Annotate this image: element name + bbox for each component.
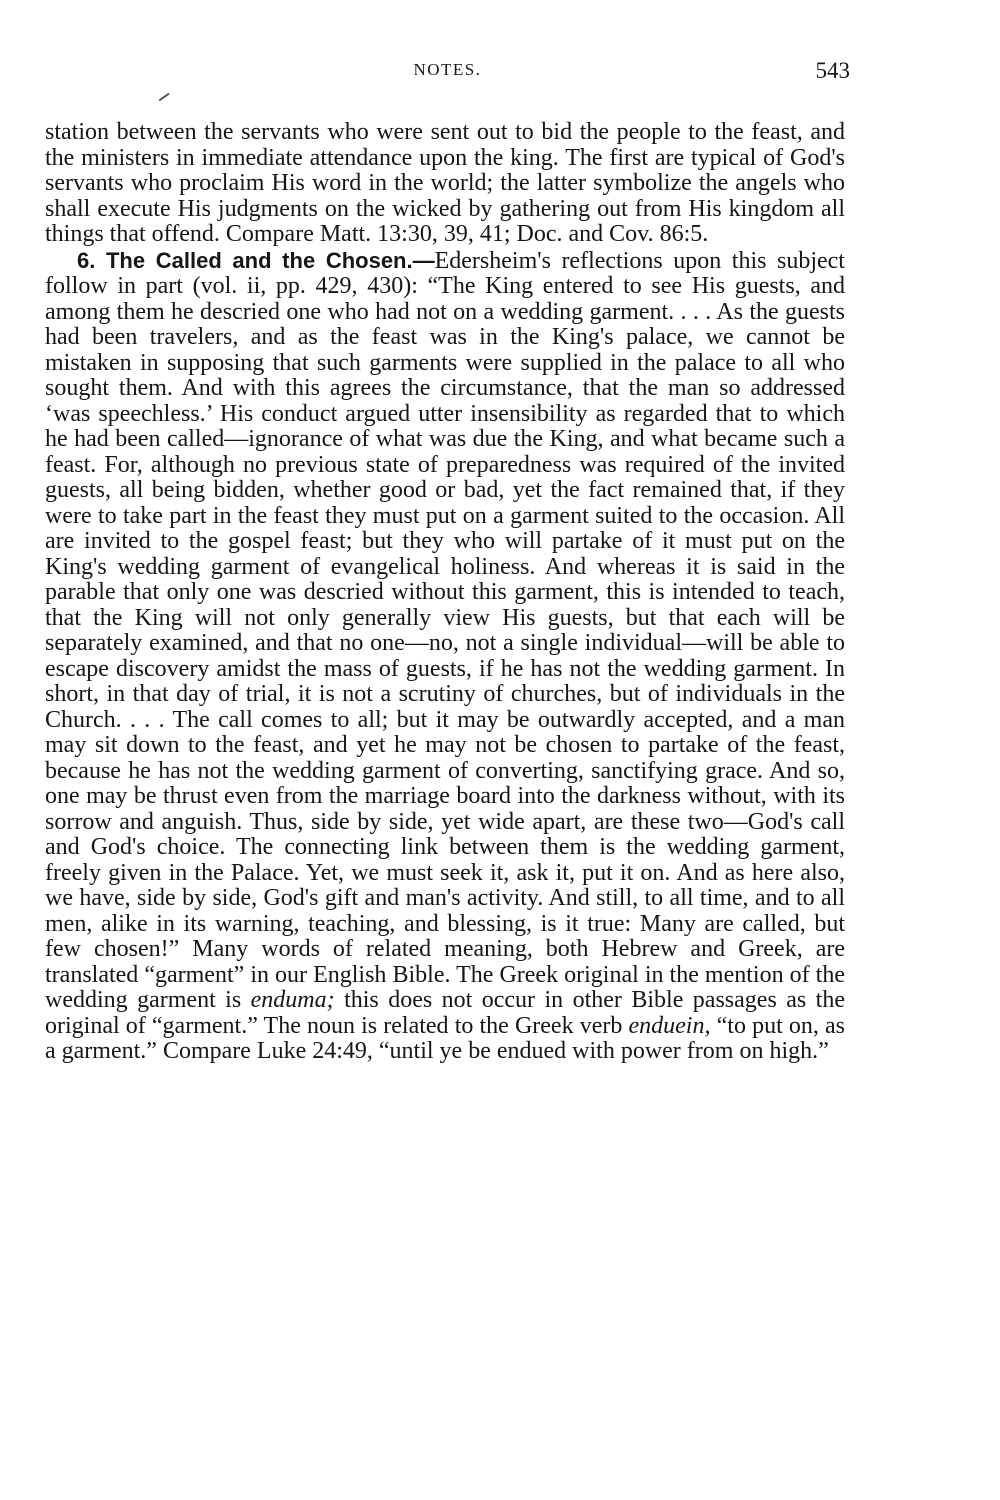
section-text-part2: this does not occur in other Bible passages as the original of “garment.” The noun is related to the Greek verb xyxy=(45,987,845,1039)
continuation-paragraph: station between the servants who were sent out to bid the people to the feast, and the ministers in immediate attendance upon the king. The first are typical of God's servants who proclaim His word in the world; the latter symbolize the angels who shall execute His judgments on the wicked by gathering out from His kingdom all things that offend. Compare Matt. 13:30, 39, 41; Doc. and Cov. 86:5. xyxy=(45,119,845,247)
section-text-part1: Edersheim's reflections upon this subject follow in part (vol. ii, pp. 429, 430): “The King entered to see His guests, and among them he descried one who had not on a wedding garment. . . . As the guests had been travelers, and as the feast was in the King's palace, we cannot be mistaken in supposing that such garments were supplied in the palace to all who sought them. And with this agrees the circumstance, that the man so addressed ‘was speechless.’ His conduct argued utter insensibility as regarded that to which he had been called—ignorance of what was due the King, and what became such a feast. For, although no previous state of preparedness was required of the invited guests, all being bidden, whether good or bad, yet the fact remained that, if they were to take part in the feast they must put on a garment suited to the occasion. All are invited to the gospel feast; but they who will partake of it must put on the King's wedding garment of evangelical holiness. And whereas it is said in the parable that only one was descried without this garment, this is intended to teach, that the King will not only generally view His guests, but that each will be separately examined, and that no one—no, not a single individual—will be able to escape discovery amidst the mass of guests, if he has not the wedding garment. In short, in that day of trial, it is not a scrutiny of churches, but of individuals in the Church. . . . The call comes to all; but it may be outwardly accepted, and a man may sit down to the feast, and yet he may not be chosen to partake of the feast, because he has not the wedding garment of converting, sanctifying grace. And so, one may be thrust even from the marriage board into the darkness without, with its sorrow and anguish. Thus, side by side, yet wide apart, are these two—God's call and God's choice. The connecting link between them is the wedding garment, freely given in the Palace. Yet, we must seek it, ask it, put it on. And as here also, we have, side by side, God's gift and man's activity. And still, to all time, and to all men, alike in its warning, teaching, and blessing, is it true: Many are called, but few chosen!” Many words of related meaning, both Hebrew and Greek, are translated “garment” in our English Bible. The Greek original in the mention of the wedding garment is xyxy=(45,247,845,1013)
section-text-part3: “to put on, as a garment.” Compare Luke 24:49, “until ye be endued with power from on high.” xyxy=(45,1012,846,1064)
page-number: 543 xyxy=(815,58,850,83)
section-paragraph xyxy=(45,248,845,1065)
greek-term-enduein: enduein, xyxy=(628,1012,711,1039)
section-heading: 6. The Called and the Chosen.— xyxy=(77,247,435,273)
body-text xyxy=(45,120,845,1065)
running-head: NOTES. xyxy=(413,60,482,79)
greek-term-enduma: enduma; xyxy=(250,987,335,1013)
page-header xyxy=(45,58,850,88)
stray-mark xyxy=(159,93,170,101)
